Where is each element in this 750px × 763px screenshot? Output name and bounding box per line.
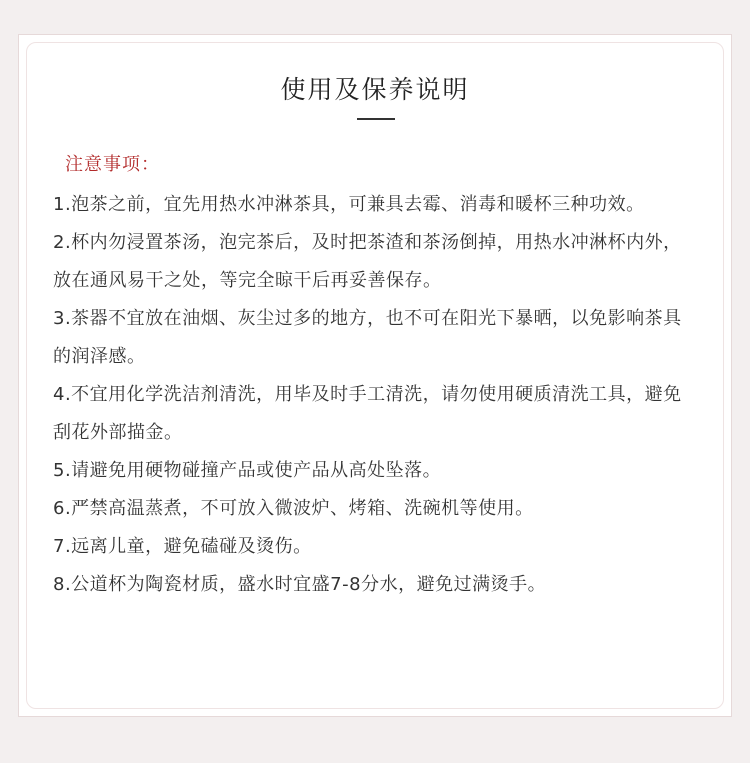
note-item-3: 3.茶器不宜放在油烟、灰尘过多的地方，也不可在阳光下暴晒，以免影响茶具的润泽感。	[53, 308, 682, 367]
note-item-2: 2.杯内勿浸置茶汤，泡完茶后，及时把茶渣和茶汤倒掉，用热水冲淋杯内外，放在通风易干之处，等完全晾干后再妥善保存。	[53, 232, 682, 291]
note-item-7: 7.远离儿童，避免磕碰及烫伤。	[53, 536, 312, 557]
page-title: 使用及保养说明	[280, 75, 470, 104]
note-item-6: 6.严禁高温蒸煮，不可放入微波炉、烤箱、洗碗机等使用。	[53, 498, 534, 519]
note-item-5: 5.请避免用硬物碰撞产品或使产品从高处坠落。	[53, 460, 442, 481]
note-item-1: 1.泡茶之前，宜先用热水冲淋茶具，可兼具去霉、消毒和暖杯三种功效。	[53, 194, 645, 215]
note-item-4: 4.不宜用化学洗洁剂清洗，用毕及时手工清洗，请勿使用硬质清洗工具，避免刮花外部描金。	[53, 384, 682, 443]
notes-list	[53, 186, 693, 604]
note-item-8: 8.公道杯为陶瓷材质，盛水时宜盛7-8分水，避免过满烫手。	[53, 574, 547, 595]
section-label-notes: 注意事项：	[65, 154, 160, 175]
title-divider	[357, 118, 395, 120]
